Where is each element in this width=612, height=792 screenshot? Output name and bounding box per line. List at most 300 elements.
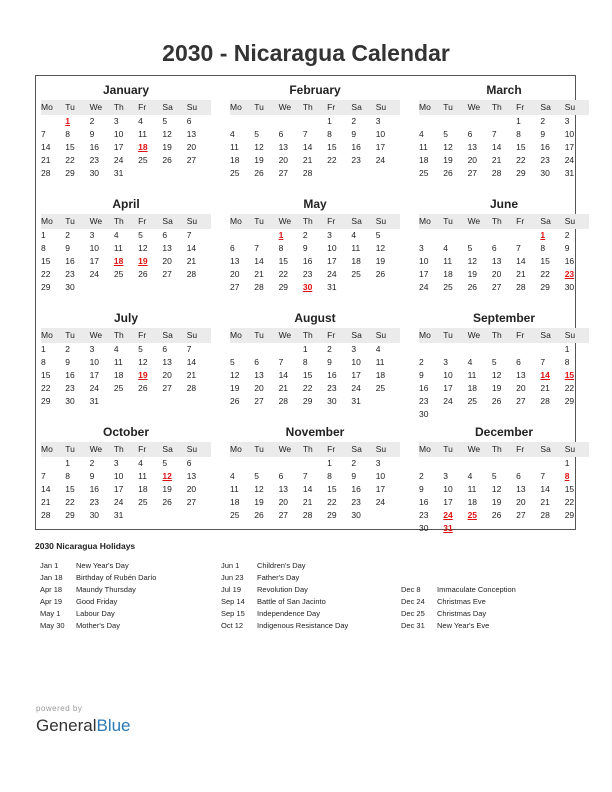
month-april [41,196,211,294]
weekday-label: Sa [540,102,551,112]
week-row [41,496,211,509]
calendar-day: 14 [278,370,289,380]
calendar-day: 21 [540,497,550,507]
calendar-day: 8 [278,243,284,253]
calendar-day: 28 [186,383,197,393]
generalblue-logo[interactable] [36,716,131,736]
week-row [419,470,589,483]
weekday-label: Sa [351,330,362,340]
weekday-label: Th [491,102,502,112]
calendar-day: 18 [138,484,148,494]
holiday-day: 8 [564,471,570,481]
week-row [419,128,589,141]
calendar-day: 21 [41,155,51,165]
empty-day [162,281,186,294]
holiday-day: 31 [443,523,453,533]
calendar-day: 27 [186,497,197,507]
calendar-day: 29 [302,396,313,406]
calendar-day: 26 [162,497,172,507]
calendar-day: 4 [419,129,424,139]
calendar-day: 15 [302,370,313,380]
calendar-day: 6 [467,129,473,139]
empty-day [419,457,443,470]
calendar-day: 10 [351,357,361,367]
calendar-day: 24 [327,269,337,279]
calendar-day: 10 [89,357,100,367]
month-name: May [303,197,327,211]
weekday-label: Tu [443,102,453,112]
holiday-item [221,620,348,632]
calendar-day: 13 [162,357,172,367]
calendar-day: 30 [419,523,429,533]
calendar-day: 20 [516,383,526,393]
calendar-day: 19 [254,497,264,507]
holiday-date: May 1 [40,609,61,618]
calendar-day: 18 [230,497,240,507]
empty-day [468,229,492,242]
calendar-day: 30 [351,510,361,520]
calendar-day: 10 [564,129,575,139]
holiday-name: Father's Day [257,573,300,582]
weekday-label: Tu [65,444,75,454]
month-name: November [285,425,345,439]
weekday-label: Mo [41,216,53,226]
empty-day [540,522,564,535]
weekday-label: Mo [41,444,53,454]
calendar-day: 11 [467,484,477,494]
calendar-day: 6 [516,471,521,481]
page-title: 2030 - Nicaragua Calendar [162,40,450,66]
holiday-item [40,608,156,620]
week-row [230,115,400,128]
weekday-label: We [467,444,481,454]
empty-day [187,395,211,408]
calendar-day: 19 [375,256,386,266]
holiday-day: 14 [540,370,550,380]
holiday-date: Jun 23 [221,573,244,582]
week-row [41,154,211,167]
weekday-label: Th [113,444,124,454]
calendar-day: 15 [516,142,526,152]
holiday-date: Apr 19 [40,597,63,606]
weekday-label: Su [186,102,198,112]
calendar-day: 20 [162,370,172,380]
calendar-day: 4 [230,471,235,481]
calendar-day: 10 [419,256,429,266]
calendar-day: 2 [419,471,424,481]
calendar-day: 29 [65,168,75,178]
calendar-day: 31 [327,282,337,292]
calendar-day: 28 [540,510,550,520]
month-june [419,196,589,294]
weekday-label: Fr [516,444,525,454]
calendar-day: 24 [89,269,100,279]
calendar-day: 30 [419,409,429,419]
month-name: September [472,311,536,325]
calendar-day: 23 [419,396,429,406]
calendar-day: 12 [443,142,453,152]
empty-day [376,395,400,408]
weekday-label: We [278,330,292,340]
holiday-day: 23 [564,269,575,279]
calendar-day: 7 [186,230,192,240]
week-row [41,141,211,154]
calendar-day: 5 [138,230,143,240]
calendar-day: 24 [351,383,361,393]
calendar-day: 14 [540,484,550,494]
weekday-label: We [467,102,481,112]
empty-day [162,395,186,408]
holiday-date: Jan 18 [40,573,63,582]
weekday-label: Tu [443,444,453,454]
calendar-day: 8 [564,357,570,367]
holiday-name: Revolution Day [257,585,308,594]
empty-day [492,229,516,242]
weekday-label: Fr [516,330,525,340]
calendar-day: 25 [467,396,478,406]
weekday-label: Mo [230,102,242,112]
calendar-day: 20 [467,155,478,165]
calendar-day: 20 [278,497,289,507]
calendar-day: 29 [65,510,75,520]
week-row [230,255,400,268]
calendar-day: 29 [564,510,575,520]
calendar-day: 25 [351,269,361,279]
calendar-day: 7 [540,357,546,367]
calendar-day: 17 [351,370,361,380]
holiday-item [221,608,348,620]
calendar-day: 1 [564,344,570,354]
calendar-day: 20 [162,256,172,266]
calendar-day: 14 [186,243,197,253]
calendar-day: 24 [375,497,386,507]
holidays-title: 2030 Nicaragua Holidays [35,541,136,551]
holiday-name: Battle of San Jacinto [257,597,326,606]
calendar-day: 17 [375,484,386,494]
calendar-day: 31 [113,168,124,178]
calendar-day: 2 [351,458,357,468]
calendar-day: 13 [230,256,240,266]
calendar-day: 2 [89,458,95,468]
calendar-day: 2 [327,344,332,354]
holiday-day: 15 [564,370,575,380]
weekday-label: Su [564,444,576,454]
empty-day [468,457,492,470]
week-row [419,242,589,255]
empty-day [254,457,278,470]
calendar-day: 29 [278,282,289,292]
calendar-day: 2 [302,230,308,240]
calendar-day: 30 [65,396,75,406]
calendar-day: 17 [327,256,337,266]
empty-day [138,509,162,522]
calendar-day: 9 [419,370,424,380]
weekday-label: Th [113,216,124,226]
calendar-day: 12 [230,370,240,380]
calendar-day: 22 [564,497,575,507]
holiday-item [40,620,156,632]
calendar-day: 20 [491,269,502,279]
empty-day [138,281,162,294]
week-row [419,496,589,509]
calendar-day: 19 [491,383,502,393]
weekday-label: Mo [419,216,431,226]
holiday-day: 18 [138,142,148,152]
calendar-day: 14 [41,142,51,152]
calendar-day: 23 [351,155,361,165]
month-name: August [294,311,336,325]
calendar-day: 16 [65,370,75,380]
weekday-label: Mo [230,216,242,226]
week-row [230,167,400,180]
weekday-header [230,100,400,115]
weekday-label: Fr [516,102,525,112]
weekday-label: Th [302,216,313,226]
week-row [41,356,211,369]
calendar-day: 4 [138,116,143,126]
calendar-day: 22 [327,497,337,507]
calendar-day: 12 [491,370,502,380]
empty-day [443,457,467,470]
calendar-day: 10 [327,243,337,253]
calendar-day: 1 [516,116,521,126]
week-row [230,268,400,281]
calendar-day: 11 [113,243,123,253]
weekday-label: Su [186,216,198,226]
calendar-day: 13 [467,142,478,152]
calendar-day: 4 [138,458,143,468]
calendar-day: 4 [375,344,381,354]
calendar-day: 1 [65,458,71,468]
holiday-day: 1 [278,230,284,240]
week-row [41,509,211,522]
brand-blue: Blue [96,716,131,735]
holiday-day: 12 [162,471,172,481]
weekday-label: Su [564,102,576,112]
calendar-day: 8 [302,357,308,367]
calendar-day: 24 [89,383,100,393]
calendar-day: 1 [564,458,570,468]
calendar-day: 8 [41,243,46,253]
weekday-header [419,442,589,457]
weekday-label: We [89,444,103,454]
empty-day [138,395,162,408]
calendar-day: 18 [467,497,478,507]
weekday-label: Su [375,102,387,112]
month-name: June [489,197,518,211]
calendar-day: 8 [65,471,71,481]
calendar-day: 18 [351,256,361,266]
calendar-day: 17 [443,383,453,393]
week-row [230,496,400,509]
calendar-day: 27 [467,168,478,178]
empty-day [230,457,254,470]
week-row [230,343,400,356]
weekday-label: Tu [254,444,264,454]
empty-day [516,457,540,470]
empty-day [492,343,516,356]
week-row [41,483,211,496]
calendar-day: 19 [443,155,453,165]
calendar-day: 22 [302,383,313,393]
calendar-day: 6 [186,458,192,468]
calendar-day: 27 [491,282,502,292]
week-row [230,154,400,167]
calendar-day: 11 [375,357,385,367]
calendar-day: 19 [162,484,172,494]
week-row [230,483,400,496]
week-row [41,369,211,382]
weekday-label: Mo [419,330,431,340]
holiday-name: Birthday of Rubén Darío [76,573,157,582]
empty-day [468,115,492,128]
week-row [230,281,400,294]
calendar-day: 7 [516,243,521,253]
empty-day [90,281,114,294]
calendar-day: 21 [302,497,313,507]
week-row [230,242,400,255]
week-row [419,281,589,294]
calendar-day: 15 [65,484,75,494]
calendar-day: 9 [540,129,546,139]
calendar-day: 10 [375,471,386,481]
calendar-day: 27 [162,383,172,393]
month-august [230,310,400,408]
weekday-header [419,328,589,343]
holiday-date: Apr 18 [40,585,63,594]
weekday-label: Th [491,444,502,454]
holiday-name: Indigenous Resistance Day [257,621,349,630]
holiday-day: 19 [138,256,148,266]
empty-day [187,509,211,522]
empty-day [419,115,443,128]
holiday-name: Labour Day [76,609,115,618]
calendar-day: 9 [302,243,308,253]
empty-day [279,115,303,128]
week-row [419,457,589,470]
calendar-day: 14 [491,142,502,152]
week-row [419,483,589,496]
holiday-column-2 [221,560,348,632]
calendar-day: 23 [65,383,75,393]
calendar-day: 26 [254,510,264,520]
empty-day [443,408,467,421]
empty-day [376,167,400,180]
month-may [230,196,400,294]
calendar-day: 9 [65,243,71,253]
weekday-label: Sa [351,216,362,226]
calendar-day: 4 [443,243,449,253]
calendar-day: 14 [41,484,51,494]
calendar-day: 10 [443,370,453,380]
calendar-day: 17 [443,497,453,507]
empty-day [540,343,564,356]
calendar-day: 11 [443,256,453,266]
calendar-day: 17 [419,269,429,279]
calendar-day: 16 [351,142,361,152]
calendar-day: 20 [186,484,197,494]
calendar-day: 13 [491,256,502,266]
month-february [230,82,400,180]
weekday-label: Tu [65,216,75,226]
calendar-day: 1 [327,458,332,468]
weekday-label: We [278,102,292,112]
calendar-day: 12 [254,484,264,494]
calendar-day: 28 [186,269,197,279]
week-row [230,382,400,395]
weekday-label: Su [564,330,576,340]
weekday-label: Sa [162,102,173,112]
calendar-day: 30 [89,510,100,520]
holiday-date: Jan 1 [40,561,59,570]
month-name: February [289,83,341,97]
holiday-name: New Year's Eve [437,621,490,630]
powered-by-text: powered by [36,704,83,713]
calendar-day: 4 [467,471,473,481]
calendar-day: 11 [351,243,361,253]
calendar-day: 7 [278,357,284,367]
weekday-label: Mo [230,330,242,340]
empty-day [468,522,492,535]
holiday-name: New Year's Day [76,561,129,570]
calendar-day: 29 [564,396,575,406]
weekday-label: Tu [254,102,264,112]
weekday-label: Tu [65,330,75,340]
holiday-name: Mother's Day [76,621,120,630]
weekday-label: We [89,330,103,340]
calendar-day: 17 [564,142,575,152]
empty-day [187,167,211,180]
calendar-day: 10 [443,484,453,494]
calendar-day: 5 [230,357,235,367]
calendar-day: 16 [540,142,550,152]
empty-day [230,229,254,242]
weekday-header [41,328,211,343]
calendar-day: 18 [375,370,386,380]
calendar-day: 24 [443,396,453,406]
month-name: December [474,425,534,439]
week-row [419,369,589,382]
empty-day [540,457,564,470]
calendar-day: 17 [375,142,386,152]
weekday-label: Tu [443,216,453,226]
week-row [419,343,589,356]
calendar-day: 1 [41,344,46,354]
calendar-day: 17 [89,256,100,266]
holiday-item [401,620,516,632]
calendar-day: 16 [65,256,75,266]
holiday-date: Sep 14 [221,597,245,606]
calendar-day: 13 [516,370,526,380]
weekday-label: Su [186,444,198,454]
calendar-day: 13 [186,471,197,481]
weekday-label: We [89,216,103,226]
calendar-day: 18 [230,155,240,165]
week-row [41,382,211,395]
calendar-day: 3 [89,230,95,240]
weekday-label: Sa [162,444,173,454]
empty-day [376,281,400,294]
calendar-day: 11 [138,129,147,139]
calendar-day: 27 [162,269,172,279]
week-row [230,457,400,470]
week-row [419,268,589,281]
holiday-date: Oct 12 [221,621,244,630]
calendar-day: 17 [89,370,100,380]
calendar-day: 30 [65,282,75,292]
calendar-day: 19 [491,497,502,507]
calendar-day: 5 [443,129,449,139]
